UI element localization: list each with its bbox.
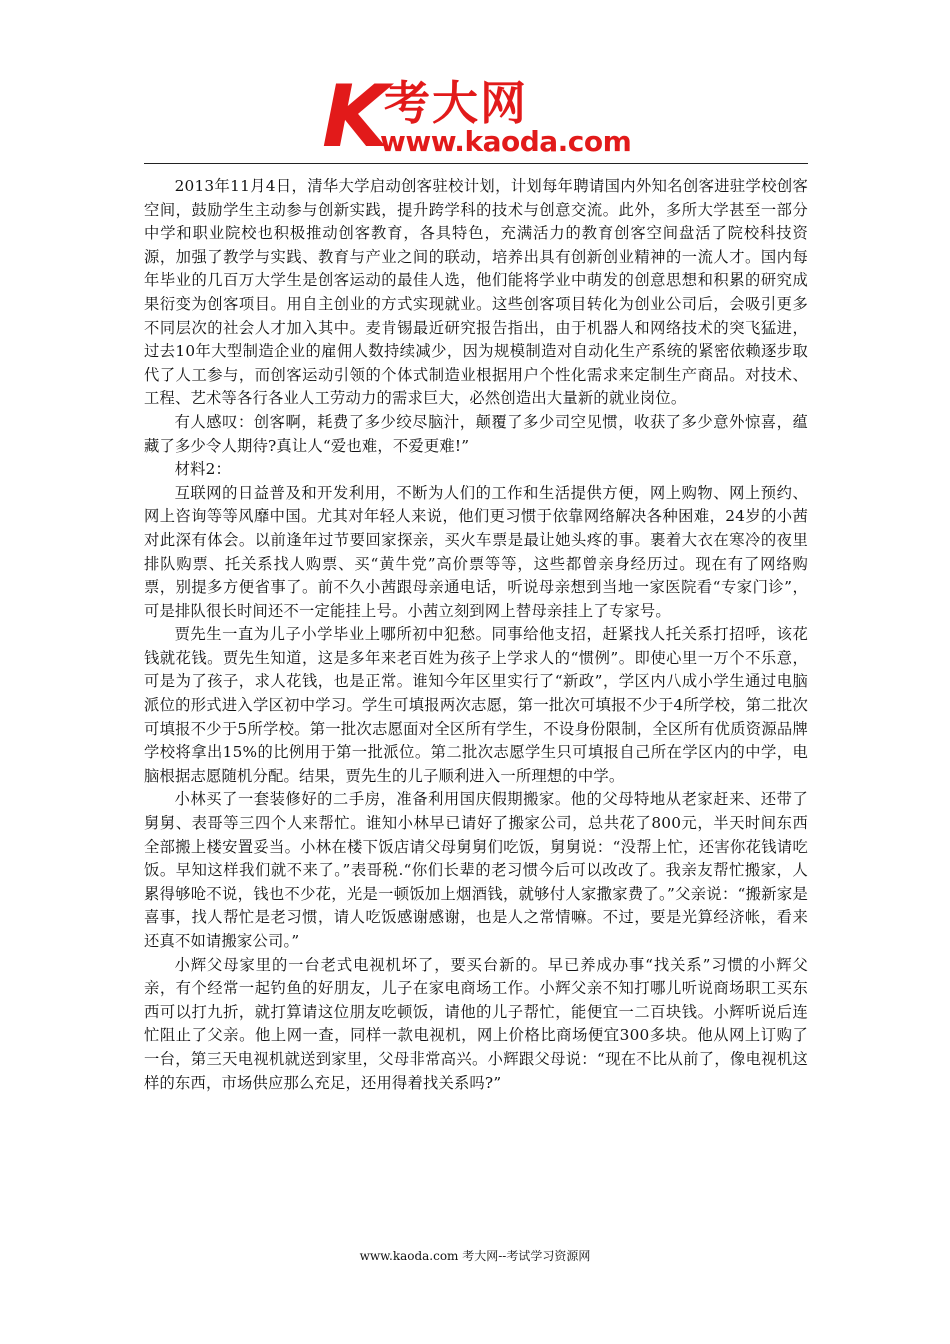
header-divider — [144, 163, 808, 164]
page-header — [144, 67, 808, 167]
paragraph-internet-xiaoqian: 互联网的日益普及和开发利用，不断为人们的工作和生活提供方便，网上购物、网上预约、网上咨询等等风靡中国。尤其对年轻人来说，他们更习惯于依靠网络解决各种困难，24岁的小茜对此深有体会。以前逢年过节要回家探亲，买火车票是最让她头疼的事。裹着大衣在寒冷的夜里排队购票、托关系找人购票、买“黄牛党”高价票等等，这些都曾亲身经历过。现在有了网络购票，别提多方便省事了。前不久小茜跟母亲通电话，听说母亲想到当地一家医院看“专家门诊”，可是排队很长时间还不一定能挂上号。小茜立刻到网上替母亲挂上了专家号。 — [144, 483, 808, 620]
logo-k-mark: K — [322, 67, 385, 167]
paragraph-xiaohui: 小辉父母家里的一台老式电视机坏了，要买台新的。早已养成办事“找关系”习惯的小辉父亲，有个经常一起钓鱼的好朋友，儿子在家电商场工作。小辉父亲不知打哪儿听说商场职工买东西可以打九折，就打算请这位朋友吃顿饭，请他的儿子帮忙，能便宜一二百块钱。小辉听说后连忙阻止了父亲。他上网一查，同样一款电视机，网上价格比商场便宜300多块。他从网上订购了一台，第三天电视机就送到家里，父母非常高兴。小辉跟父母说：“现在不比从前了，像电视机这样的东西，市场供应那么充足，还用得着找关系吗?” — [144, 955, 808, 1092]
paragraph-maker-sigh: 有人感叹：创客啊，耗费了多少绞尽脑汁，颠覆了多少司空见惯，收获了多少意外惊喜，蕴藏了多少令人期待?真让人“爱也难，不爱更难!” — [144, 412, 808, 455]
logo-url-text: www.kaoda.com — [380, 125, 632, 158]
paragraph-mr-jia: 贾先生一直为儿子小学毕业上哪所初中犯愁。同事给他支招，赶紧找人托关系打招呼，该花钱就花钱。贾先生知道，这是多年来老百姓为孩子上学求人的“惯例”。即使心里一万个不乐意，可是为了孩子，求人花钱，也是正常。谁知今年区里实行了“新政”，学区内八成小学生通过电脑派位的形式进入学区初中学习。学生可填报两次志愿，第一批次可填报不少于4所学校，第二批次可填报不少于5所学校。第一批次志愿面对全区所有学生，不设身份限制，全区所有优质资源品牌学校将拿出15%的比例用于第一批派位。第二批次志愿学生只可填报自己所在学区内的中学，电脑根据志愿随机分配。结果，贾先生的儿子顺利进入一所理想的中学。 — [144, 625, 808, 785]
logo-chinese-name: 考大网 — [384, 76, 528, 130]
paragraph-maker-education: 2013年11月4日，清华大学启动创客驻校计划，计划每年聘请国内外知名创客进驻学校创客空间，鼓励学生主动参与创新实践，提升跨学科的技术与创意交流。此外，多所大学甚至一部分中学和职业院校也积极推动创客教育，各具特色，充满活力的教育创客空间盘活了院校科技资源，加强了教学与实践、教育与产业之间的联动，培养出具有创新创业精神的一流人才。国内每年毕业的几百万大学生是创客运动的最佳人选，他们能将学业中萌发的创意思想和积累的研究成果衍变为创客项目。用自主创业的方式实现就业。这些创客项目转化为创业公司后，会吸引更多不同层次的社会人才加入其中。麦肯锡最近研究报告指出，由于机器人和网络技术的突飞猛进，过去10年大型制造企业的雇佣人数持续减少，因为规模制造对自动化生产系统的紧密依赖逐步取代了人工参与，而创客运动引领的个体式制造业根据用户个性化需求来定制生产商品。对技术、工程、艺术等各行各业人工劳动力的需求巨大，必然创造出大量新的就业岗位。 — [144, 177, 808, 408]
paragraph-xiaolin: 小林买了一套装修好的二手房，准备利用国庆假期搬家。他的父母特地从老家赶来、还带了舅舅、表哥等三四个人来帮忙。谁知小林早已请好了搬家公司，总共花了800元，半天时间东西全部搬上楼安置妥当。小林在楼下饭店请父母舅舅们吃饭，舅舅说：“没帮上忙，还害你花钱请吃饭。早知这样我们就不来了。”表哥税.“你们长辈的老习惯今后可以改改了。我亲友帮忙搬家，人累得够呛不说，钱也不少花，光是一顿饭加上烟酒钱，就够付人家撒家费了。”父亲说：“搬新家是喜事，找人帮忙是老习惯，请人吃饭感谢感谢，也是人之常情嘛。不过，要是光算经济帐，看来还真不如请搬家公司。” — [144, 790, 808, 950]
document-body — [144, 175, 808, 1095]
material-2-heading: 材料2： — [174, 460, 232, 479]
page-footer: www.kaoda.com 考大网--考试学习资源网 — [359, 1249, 591, 1263]
kaoda-logo[interactable] — [322, 67, 652, 167]
